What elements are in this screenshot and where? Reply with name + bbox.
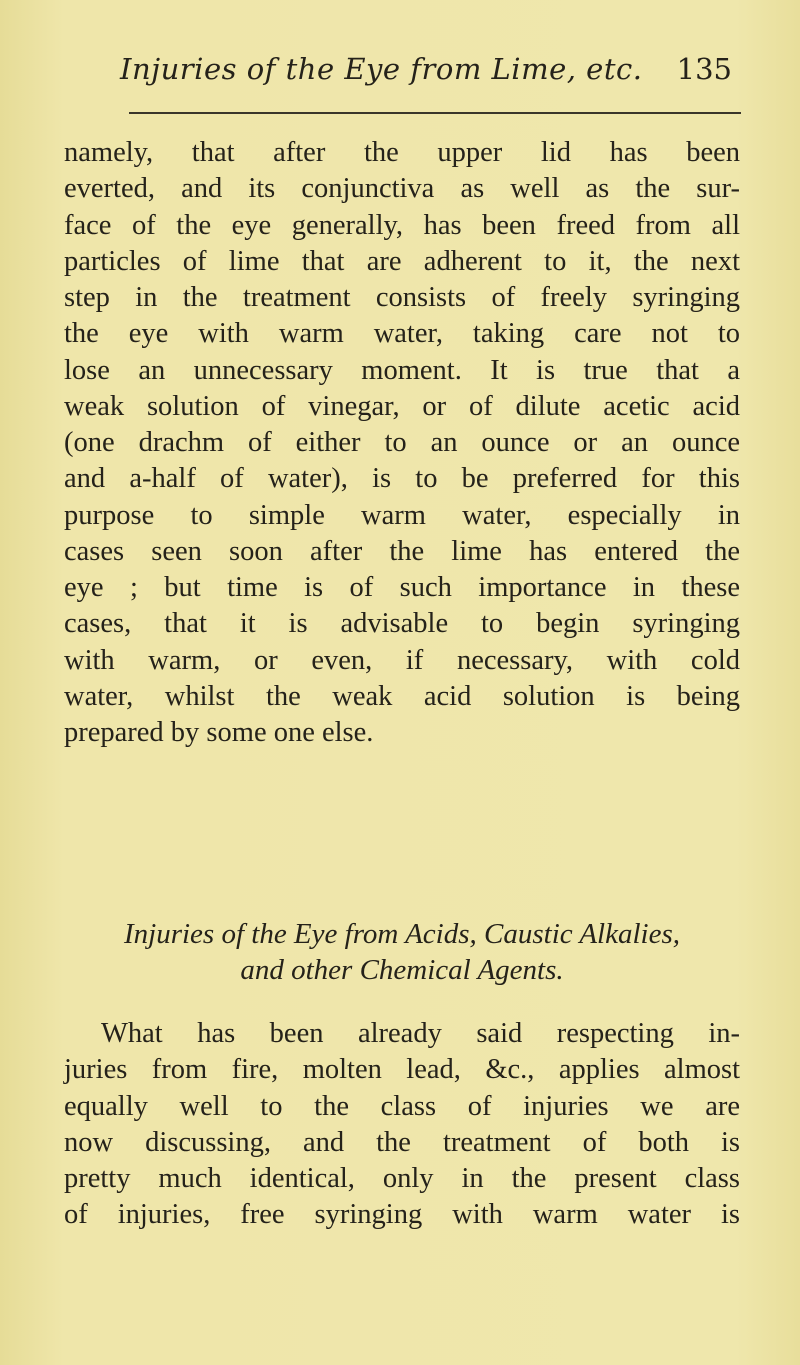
text-line: lose an unnecessary moment. It is true that a (64, 354, 740, 386)
text-line: step in the treatment consists of freely syringing (64, 282, 740, 313)
text-line: the eye with warm water, taking care not to (64, 318, 740, 350)
text-line: weak solution of vinegar, or of dilute acetic acid (64, 390, 740, 422)
section-heading (64, 916, 740, 988)
text-line: particles of lime that are adherent to it, the next (64, 245, 740, 277)
text-line: water, whilst the weak acid solution is being (64, 680, 740, 712)
text-line: now discussing, and the treatment of both is (64, 1126, 740, 1158)
running-title: Injuries of the Eye from Lime, etc. (120, 52, 643, 86)
text-line: pretty much identical, only in the present class (64, 1163, 740, 1194)
paragraph-1 (64, 135, 740, 751)
text-line: face of the eye generally, has been freed from all (64, 209, 740, 241)
text-line: with warm, or even, if necessary, with cold (64, 644, 740, 676)
text-line: namely, that after the upper lid has been (64, 137, 740, 168)
text-line: of injuries, free syringing with warm water is (64, 1199, 740, 1231)
text-line: purpose to simple warm water, especially in (64, 499, 740, 531)
text-line: (one drachm of either to an ounce or an ounce (64, 427, 740, 458)
text-line: What has been already said respecting in- (101, 1018, 740, 1049)
page-number: 135 (676, 52, 732, 86)
text-line: eye ; but time is of such importance in these (64, 572, 740, 603)
text-line: juries from fire, molten lead, &c., applies almost (64, 1054, 740, 1086)
text-line: equally well to the class of injuries we are (64, 1090, 740, 1122)
paragraph-2 (64, 1016, 740, 1234)
text-line: prepared by some one else. (64, 717, 374, 748)
text-line: cases seen soon after the lime has entered the (64, 535, 740, 567)
text-line: and a-half of water), is to be preferred for this (64, 463, 740, 495)
running-head (100, 44, 760, 94)
section-heading-line: Injuries of the Eye from Acids, Caustic Alkalies, (123, 918, 681, 950)
section-heading-line: and other Chemical Agents. (240, 954, 564, 986)
text-line: everted, and its conjunctiva as well as the sur- (64, 173, 740, 205)
header-rule (129, 112, 741, 114)
text-line: cases, that it is advisable to begin syringing (64, 608, 740, 640)
